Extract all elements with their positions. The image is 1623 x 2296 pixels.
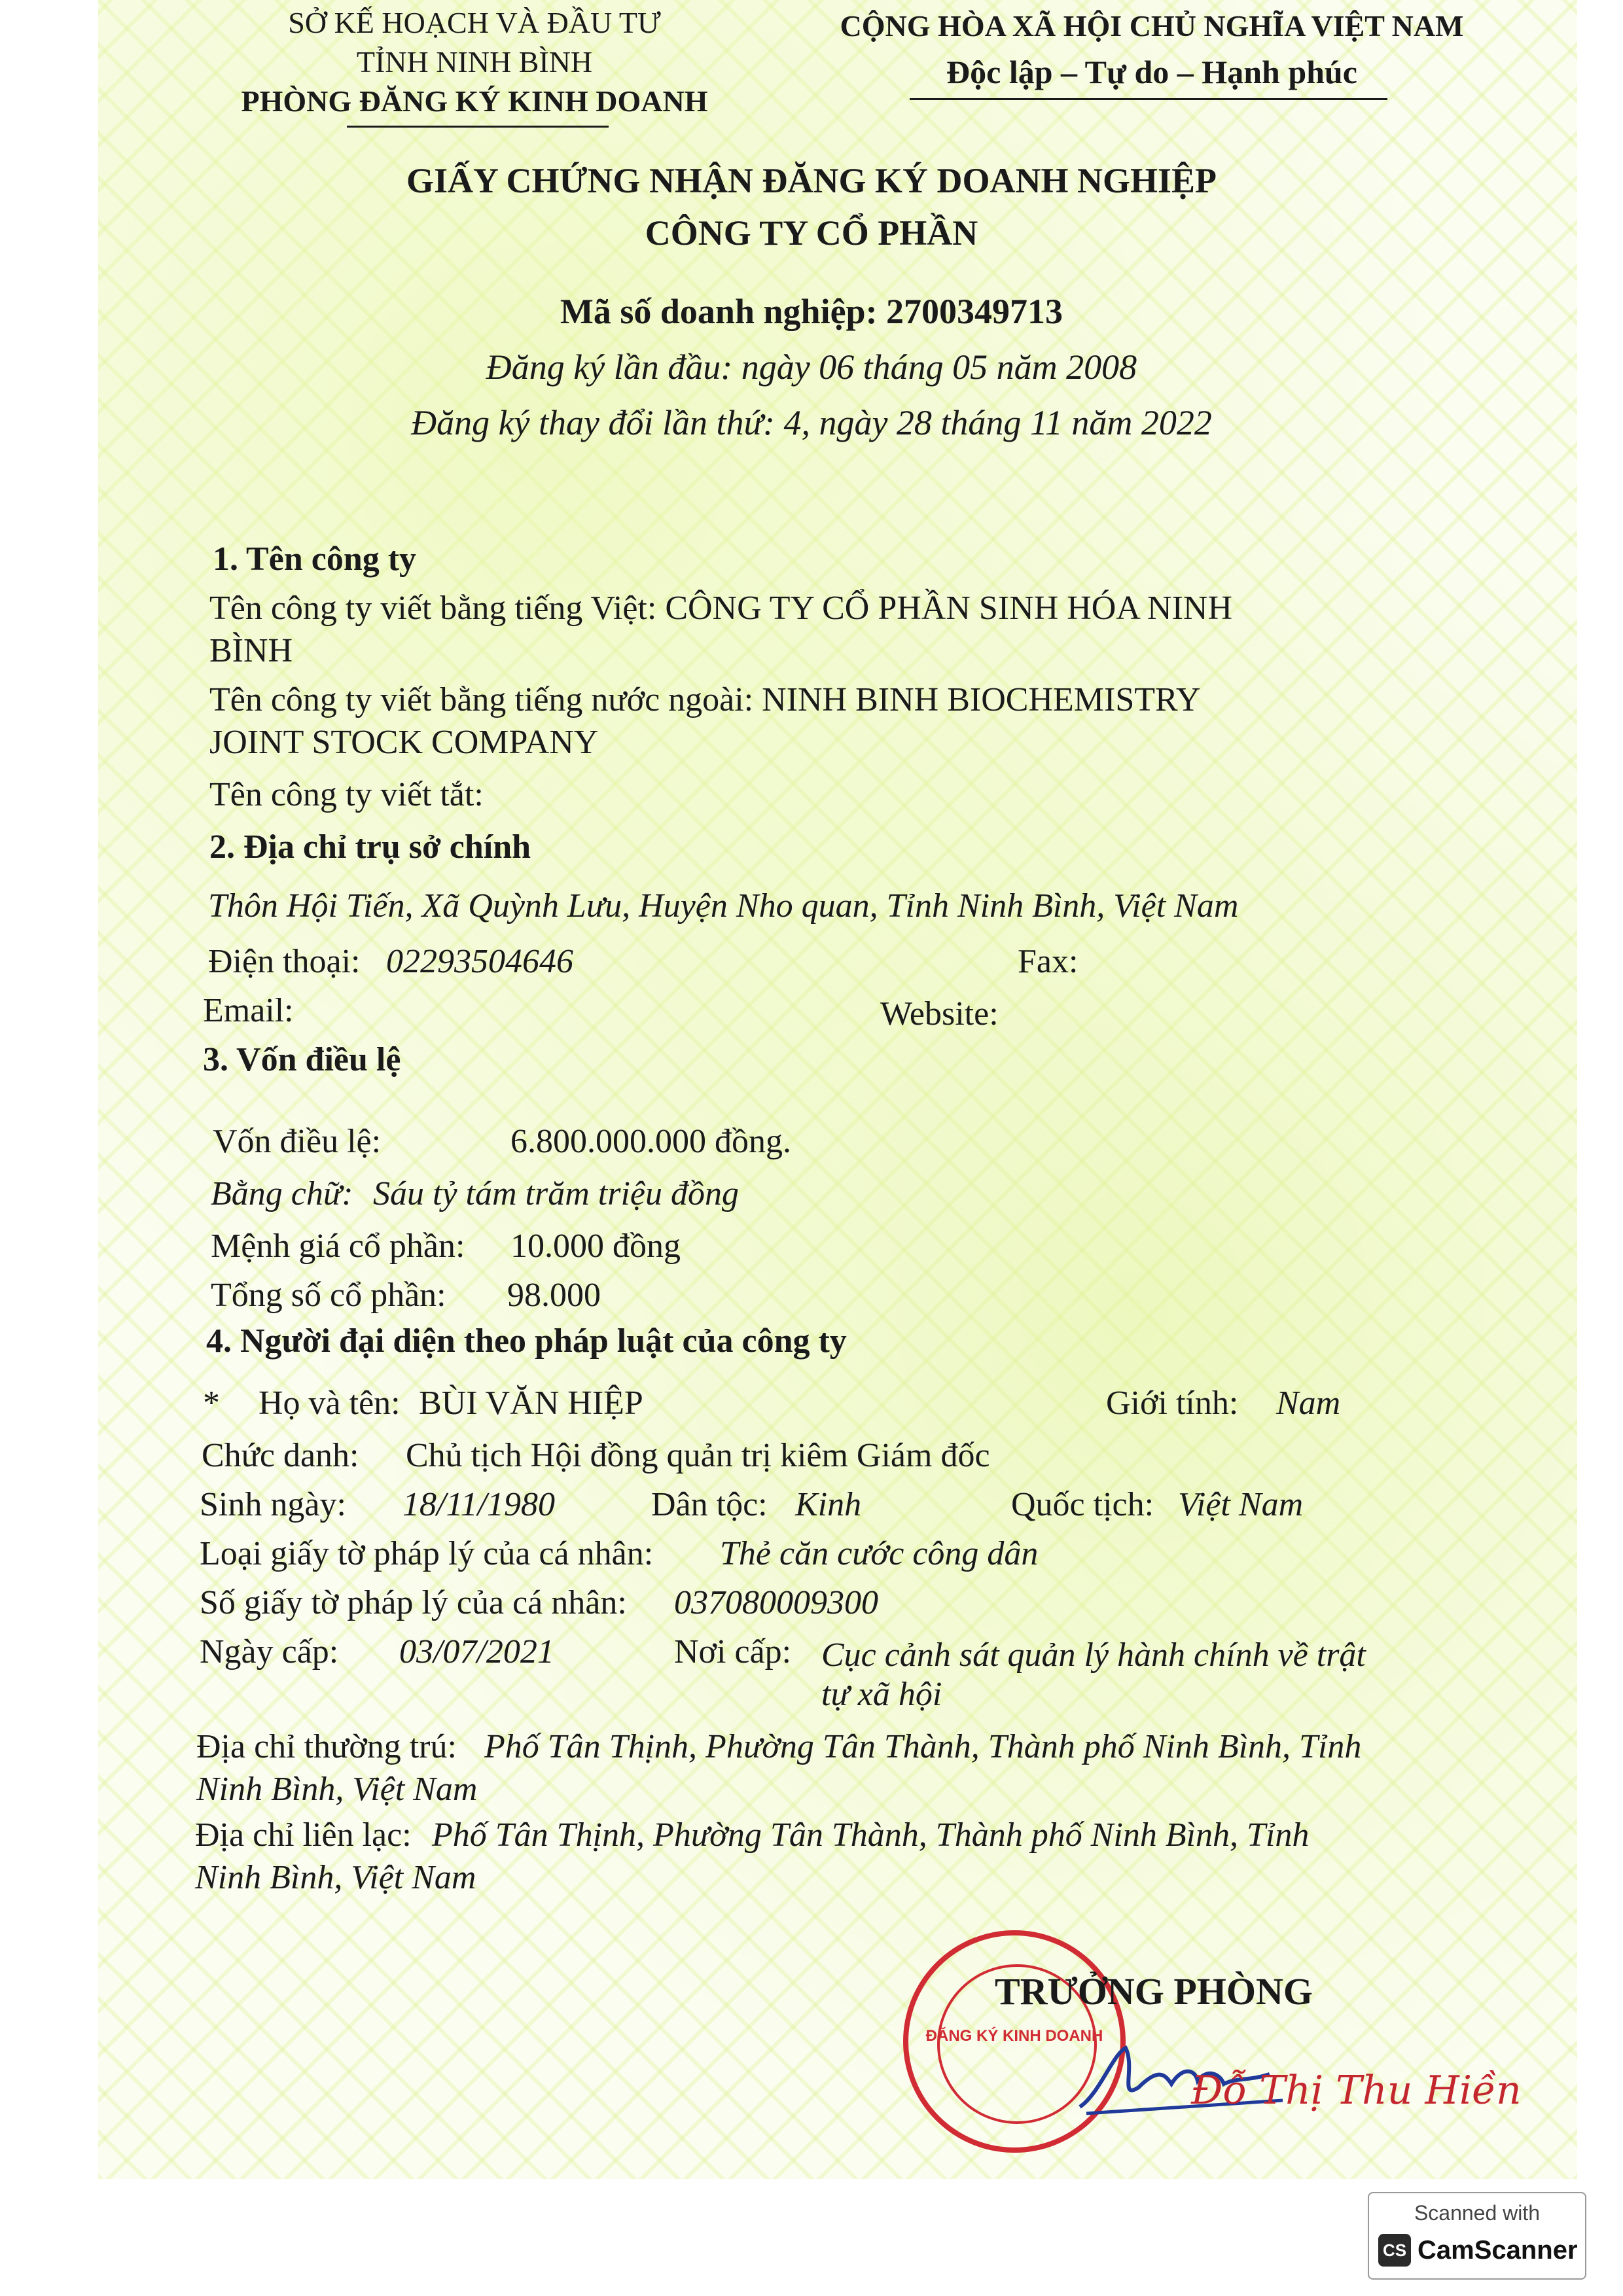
section2-heading: 2. Địa chỉ trụ sở chính	[209, 828, 531, 866]
foreign-name-line1: Tên công ty viết bằng tiếng nước ngoài: NINH BINH BIOCHEMISTRY	[209, 681, 1201, 718]
issue-place-line2: tự xã hội	[821, 1676, 942, 1713]
permanent-address-line2: Ninh Bình, Việt Nam	[196, 1771, 478, 1808]
issue-date-label: Ngày cấp:	[200, 1633, 339, 1670]
signatory-title: TRƯỞNG PHÒNG	[995, 1970, 1313, 2013]
total-shares-label: Tổng số cổ phần:	[211, 1277, 446, 1314]
id-type-value: Thẻ căn cước công dân	[720, 1535, 1039, 1572]
phone-label: Điện thoại:	[208, 943, 361, 980]
vn-name-line2: BÌNH	[209, 632, 293, 669]
permanent-address-label: Địa chỉ thường trú:	[196, 1728, 457, 1765]
section3-heading: 3. Vốn điều lệ	[203, 1041, 401, 1078]
email-label: Email:	[203, 992, 294, 1029]
contact-address-line1: Phố Tân Thịnh, Phường Tân Thành, Thành phố Ninh Bình, Tỉnh	[432, 1816, 1310, 1854]
id-number-value: 037080009300	[674, 1584, 878, 1621]
issue-place-label: Nơi cấp:	[674, 1633, 792, 1670]
capital-in-words-label: Bằng chữ:	[211, 1175, 353, 1212]
camscanner-logo-icon: CS	[1378, 2234, 1411, 2267]
capital-in-words-value: Sáu tỷ tám trăm triệu đồng	[373, 1175, 739, 1212]
total-shares-value: 98.000	[507, 1277, 601, 1314]
header-right-line1: CỘNG HÒA XÃ HỘI CHỦ NGHĨA VIỆT NAM	[840, 9, 1464, 43]
header-right	[812, 3, 1492, 95]
gender-label: Giới tính:	[1106, 1385, 1239, 1422]
header-left-line2: TỈNH NINH BÌNH	[356, 45, 593, 79]
header-right-line2: Độc lập – Tự do – Hạnh phúc	[946, 54, 1357, 90]
rep-name-label: Họ và tên:	[259, 1385, 401, 1422]
header-left-line3: PHÒNG ĐĂNG KÝ KINH DOANH	[241, 84, 708, 118]
header-left	[229, 3, 720, 121]
dob-label: Sinh ngày:	[200, 1486, 346, 1523]
enterprise-code: Mã số doanh nghiệp: 2700349713	[560, 292, 1063, 331]
nationality-label: Quốc tịch:	[1011, 1486, 1154, 1523]
id-type-label: Loại giấy tờ pháp lý của cá nhân:	[200, 1535, 654, 1572]
position-label: Chức danh:	[202, 1437, 359, 1474]
header-right-underline	[910, 98, 1387, 100]
capital-value: 6.800.000.000 đồng.	[510, 1123, 791, 1160]
section1-heading: 1. Tên công ty	[213, 540, 417, 578]
camscanner-text: CamScanner	[1418, 2236, 1578, 2265]
contact-address-line2: Ninh Bình, Việt Nam	[195, 1859, 476, 1896]
header-left-line1: SỞ KẾ HOẠCH VÀ ĐẦU TƯ	[288, 6, 661, 39]
ethnic-label: Dân tộc:	[651, 1486, 768, 1523]
permanent-address-line1: Phố Tân Thịnh, Phường Tân Thành, Thành phố Ninh Bình, Tỉnh	[484, 1728, 1362, 1765]
position-value: Chủ tịch Hội đồng quản trị kiêm Giám đốc	[406, 1437, 990, 1474]
issue-place-line1: Cục cảnh sát quản lý hành chính về trật	[821, 1636, 1366, 1674]
nationality-value: Việt Nam	[1178, 1486, 1304, 1523]
document-title: GIẤY CHỨNG NHẬN ĐĂNG KÝ DOANH NGHIỆP	[406, 161, 1217, 200]
signatory-name: Đỗ Thị Thu Hiền	[1191, 2068, 1522, 2113]
document-subtitle: CÔNG TY CỔ PHẦN	[645, 213, 978, 253]
issue-date-value: 03/07/2021	[399, 1633, 554, 1670]
head-office-address: Thôn Hội Tiến, Xã Quỳnh Lưu, Huyện Nho quan, Tỉnh Ninh Bình, Việt Nam	[208, 887, 1239, 925]
camscanner-badge	[1368, 2192, 1586, 2280]
phone-value: 02293504646	[386, 943, 573, 980]
par-value: 10.000 đồng	[510, 1227, 681, 1265]
vn-name-line1: Tên công ty viết bằng tiếng Việt: CÔNG TY CỔ PHẦN SINH HÓA NINH	[209, 590, 1233, 627]
par-value-label: Mệnh giá cổ phần:	[211, 1227, 465, 1265]
ethnic-value: Kinh	[795, 1486, 862, 1523]
short-name: Tên công ty viết tắt:	[209, 776, 484, 813]
seal-text: ĐĂNG KÝ KINH DOANH	[925, 2027, 1103, 2045]
change-registration: Đăng ký thay đổi lần thứ: 4, ngày 28 tháng 11 năm 2022	[411, 403, 1212, 442]
contact-address-label: Địa chỉ liên lạc:	[195, 1816, 412, 1854]
website-label: Website:	[880, 995, 999, 1033]
foreign-name-line2: JOINT STOCK COMPANY	[209, 724, 599, 761]
header-left-underline	[347, 126, 609, 128]
gender-value: Nam	[1276, 1385, 1341, 1422]
fax-label: Fax:	[1018, 943, 1079, 980]
capital-label: Vốn điều lệ:	[213, 1123, 382, 1160]
id-number-label: Số giấy tờ pháp lý của cá nhân:	[200, 1584, 627, 1621]
bullet-star: *	[203, 1385, 220, 1422]
rep-name-value: BÙI VĂN HIỆP	[419, 1385, 643, 1422]
first-registration: Đăng ký lần đầu: ngày 06 tháng 05 năm 2008	[486, 347, 1137, 387]
scanned-with-text: Scanned with	[1414, 2201, 1541, 2225]
dob-value: 18/11/1980	[402, 1486, 556, 1523]
section4-heading: 4. Người đại diện theo pháp luật của công ty	[206, 1322, 847, 1360]
